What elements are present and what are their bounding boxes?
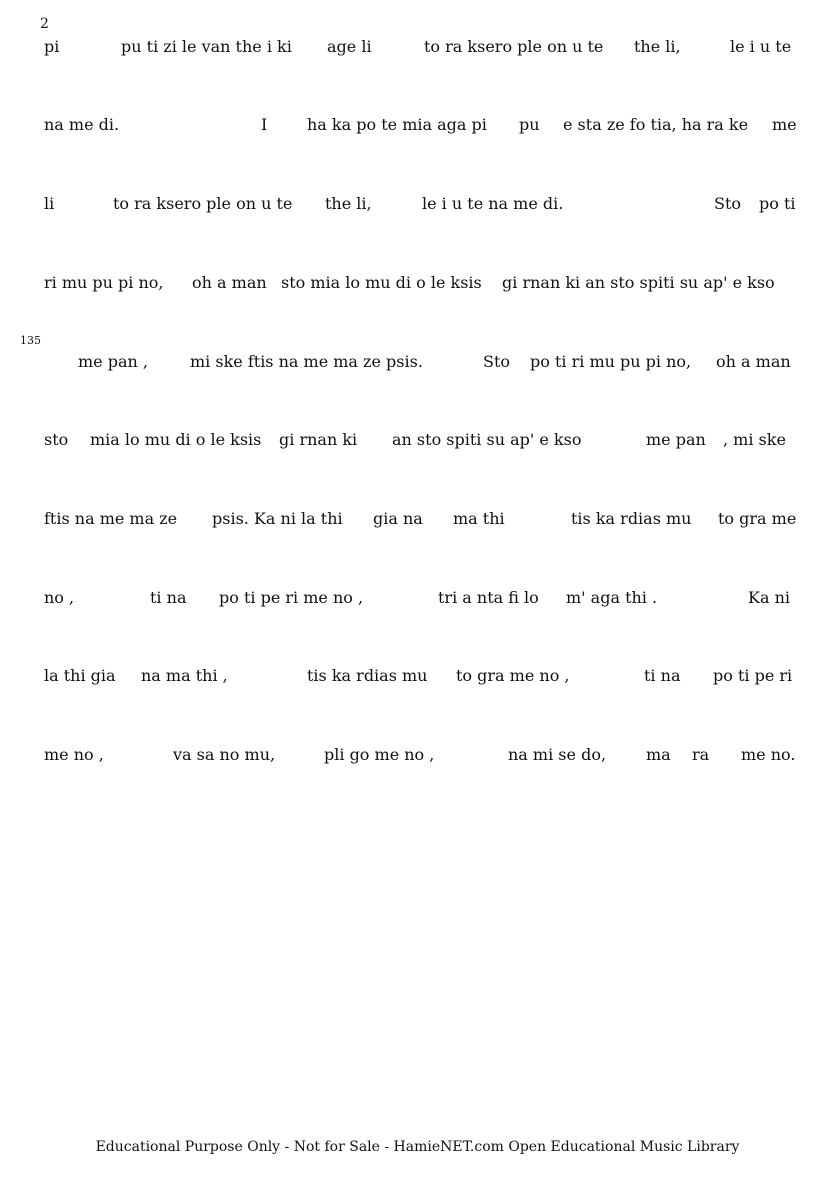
lyric-syllable: Sto [483, 352, 511, 371]
lyric-syllable: mi ske ftis na me ma ze psis. [190, 352, 423, 371]
lyric-syllable: na ma thi , [141, 666, 228, 685]
lyric-syllable: the li, [634, 37, 681, 56]
lyric-syllable: sto mia lo mu di o le ksis [281, 273, 482, 292]
lyric-syllable: me no. [741, 745, 796, 764]
lyric-syllable: ri mu pu pi no, [44, 273, 164, 292]
lyric-syllable: oh a man [192, 273, 267, 292]
page-number: 2 [40, 16, 49, 32]
lyric-syllable: tis ka rdias mu [307, 666, 428, 685]
lyric-syllable: to gra me [718, 509, 797, 528]
lyric-syllable: e sta ze fo tia, ha ra ke [563, 115, 749, 134]
lyric-syllable: to ra ksero ple on u te [113, 194, 293, 213]
lyric-syllable: an sto spiti su ap' e kso [392, 430, 582, 449]
lyric-syllable: me pan [646, 430, 706, 449]
lyric-syllable: mia lo mu di o le ksis [90, 430, 262, 449]
lyric-syllable: to ra ksero ple on u te [424, 37, 604, 56]
lyric-syllable: ha ka po te mia aga pi [307, 115, 487, 134]
lyric-line [0, 509, 835, 533]
lyric-syllable: tis ka rdias mu [571, 509, 692, 528]
lyric-syllable: na me di. [44, 115, 120, 134]
lyric-syllable: age li [327, 37, 372, 56]
lyric-syllable: the li, [325, 194, 372, 213]
lyric-syllable: gia na [373, 509, 423, 528]
lyric-syllable: ti na [644, 666, 681, 685]
lyric-line [0, 273, 835, 297]
lyric-syllable: la thi gia [44, 666, 116, 685]
lyric-syllable: sto [44, 430, 69, 449]
lyric-syllable: gi rnan ki an sto spiti su ap' e kso [502, 273, 775, 292]
lyric-syllable: tri a nta fi lo [438, 588, 539, 607]
lyric-syllable: Sto [714, 194, 742, 213]
measure-number: 135 [20, 334, 41, 347]
lyric-line [0, 666, 835, 690]
lyric-line [0, 37, 835, 61]
lyric-syllable: me pan , [78, 352, 148, 371]
lyric-syllable: I [261, 115, 268, 134]
lyric-syllable: ti na [150, 588, 187, 607]
lyric-syllable: po ti pe ri me no , [219, 588, 364, 607]
lyric-syllable: pu [519, 115, 540, 134]
lyric-line [0, 745, 835, 769]
lyric-syllable: pi [44, 37, 60, 56]
lyric-syllable: le i u te [730, 37, 792, 56]
lyric-syllable: m' aga thi . [566, 588, 658, 607]
footer-notice: Educational Purpose Only - Not for Sale - HamieNET.com Open Educational Music Library [95, 1139, 740, 1155]
lyric-syllable: , mi ske [723, 430, 786, 449]
lyric-syllable: Ka ni [748, 588, 790, 607]
lyric-syllable: me no , [44, 745, 104, 764]
lyric-syllable: me [772, 115, 797, 134]
lyric-syllable: ftis na me ma ze [44, 509, 178, 528]
lyric-syllable: le i u te na me di. [422, 194, 564, 213]
lyric-line [0, 115, 835, 139]
lyric-syllable: no , [44, 588, 75, 607]
lyric-line [0, 588, 835, 612]
lyric-syllable: na mi se do, [508, 745, 607, 764]
lyric-line [0, 194, 835, 218]
lyric-line [0, 430, 835, 454]
lyric-syllable: va sa no mu, [173, 745, 276, 764]
lyric-syllable: ma [646, 745, 671, 764]
lyric-syllable: po ti ri mu pu pi no, [530, 352, 692, 371]
lyric-syllable: psis. Ka ni la thi [212, 509, 343, 528]
lyric-syllable: ra [692, 745, 710, 764]
lyric-syllable: po ti [759, 194, 796, 213]
lyric-syllable: to gra me no , [456, 666, 570, 685]
lyric-line [0, 352, 835, 376]
lyric-syllable: oh a man [716, 352, 791, 371]
lyric-syllable: ma thi [453, 509, 505, 528]
lyric-syllable: li [44, 194, 55, 213]
lyric-syllable: pu ti zi le van the i ki [121, 37, 292, 56]
lyric-syllable: po ti pe ri [713, 666, 793, 685]
lyric-syllable: gi rnan ki [279, 430, 358, 449]
lyric-syllable: pli go me no , [324, 745, 435, 764]
